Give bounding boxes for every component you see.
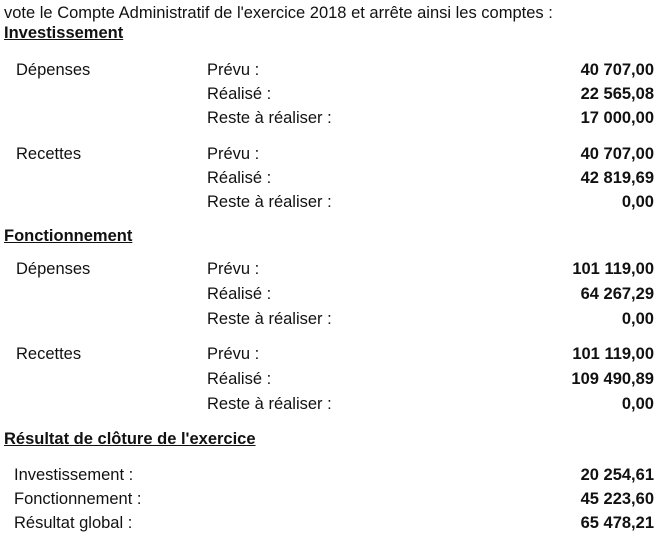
line-inv-rec-prevu [0,145,660,167]
line-label: Reste à réaliser : [207,310,332,328]
line-label: Reste à réaliser : [207,395,332,413]
line-inv-dep-realise [0,85,660,107]
line-label: Réalisé : [207,285,272,303]
category-label: Dépenses [16,260,91,278]
section-title-fonctionnement: Fonctionnement [4,227,133,245]
result-label: Investissement : [14,466,134,484]
result-value: 45 223,60 [580,490,654,508]
line-value: 42 819,69 [580,169,654,187]
line-fonc-dep-reste [0,310,660,332]
line-value: 0,00 [621,310,654,328]
line-value: 0,00 [621,395,654,413]
line-fonc-rec-realise [0,370,660,392]
category-label: Recettes [16,145,82,163]
section-title-resultat: Résultat de clôture de l'exercice [4,430,256,448]
result-label: Fonctionnement : [14,490,142,508]
line-label: Prévu : [207,345,260,363]
category-label: Recettes [16,345,82,363]
line-value: 22 565,08 [580,85,654,103]
line-fonc-rec-prevu [0,345,660,367]
line-inv-rec-reste [0,193,660,215]
line-value: 0,00 [621,193,654,211]
line-label: Reste à réaliser : [207,193,332,211]
line-label: Prévu : [207,61,260,79]
line-value: 101 119,00 [572,345,654,363]
line-value: 40 707,00 [580,61,654,79]
line-inv-dep-reste [0,109,660,131]
result-value: 20 254,61 [580,466,654,484]
line-value: 40 707,00 [580,145,654,163]
result-line-global [0,514,660,536]
line-value: 17 000,00 [580,109,654,127]
line-value: 101 119,00 [572,260,654,278]
result-line-fonctionnement [0,490,660,512]
line-fonc-rec-reste [0,395,660,417]
result-line-investissement [0,466,660,488]
category-label: Dépenses [16,61,91,79]
line-inv-rec-realise [0,169,660,191]
section-title-investissement: Investissement [4,24,124,42]
result-label: Résultat global : [14,514,133,532]
line-label: Réalisé : [207,85,272,103]
line-fonc-dep-realise [0,285,660,307]
line-value: 109 490,89 [571,370,654,388]
line-label: Réalisé : [207,169,272,187]
line-label: Prévu : [207,260,260,278]
line-value: 64 267,29 [580,285,654,303]
line-fonc-dep-prevu [0,260,660,282]
line-inv-dep-prevu [0,61,660,83]
line-label: Réalisé : [207,370,272,388]
intro-text: vote le Compte Administratif de l'exercice 2018 et arrête ainsi les comptes : [4,4,553,22]
line-label: Reste à réaliser : [207,109,332,127]
line-label: Prévu : [207,145,260,163]
result-value: 65 478,21 [580,514,654,532]
